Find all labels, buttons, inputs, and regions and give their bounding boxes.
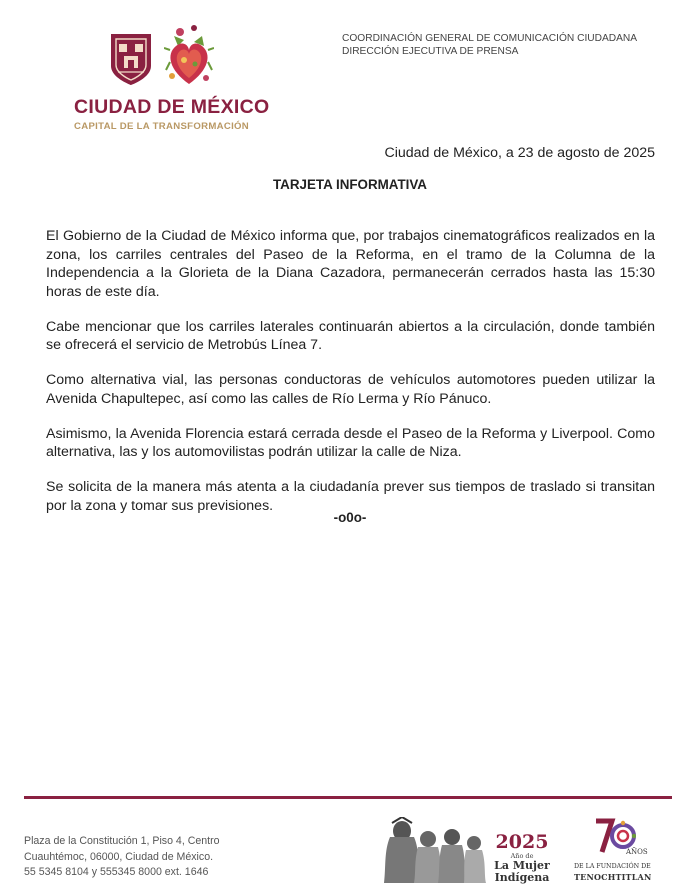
document-body [46, 227, 655, 532]
document-title: TARJETA INFORMATIVA [273, 177, 427, 192]
indigenous-women-illustration-icon [380, 817, 488, 883]
paragraph: El Gobierno de la Ciudad de México informa que, por trabajos cinematográficos realizados en la zona, los carriles centrales del Paseo de la Reforma, en el tramo de la Columna de la Independencia a la Glorieta de la Diana Cazadora, permanecerán cerrados hasta las 15:30 horas de este día. [46, 228, 655, 300]
cdmx-logo [72, 22, 270, 137]
year-line-2: Indígena [494, 870, 550, 884]
anniversary-line-2: TENOCHTITLAN [574, 872, 652, 882]
heart-emblem-icon [164, 22, 214, 90]
agency-line-1: COORDINACIÓN GENERAL DE COMUNICACIÓN CIUDADANA [342, 33, 638, 44]
address-line-2: Cuauhtémoc, 06000, Ciudad de México. [24, 850, 214, 863]
address-line-3: 55 5345 8104 y 555345 8000 ext. 1646 [24, 866, 209, 878]
logo-title: CIUDAD DE MÉXICO [74, 96, 270, 118]
paragraph: Como alternativa vial, las personas conductoras de vehículos automotores pueden utilizar la Avenida Chapultepec, así como las calles de Río Lerma y Río Pánuco. [46, 372, 655, 407]
closing-mark: -o0o- [333, 510, 367, 525]
tenochtitlan-anniversary-logo [574, 818, 666, 884]
year-number: 2025 [495, 831, 549, 853]
footer-address [24, 834, 220, 881]
agency-line-2: DIRECCIÓN EJECUTIVA DE PRENSA [342, 45, 519, 57]
agency-heading [342, 33, 637, 58]
anniversary-years: AÑOS [626, 848, 648, 856]
year-small-text: Año de [510, 852, 534, 860]
paragraph: Asimismo, la Avenida Florencia estará cerrada desde el Paseo de la Reforma y Liverpool. Como alternativa, las y los automovilistas podrán utilizar la calle de Niza. [46, 425, 655, 460]
logo-subtitle: CAPITAL DE LA TRANSFORMACIÓN [74, 121, 250, 132]
anniversary-line-1: DE LA FUNDACIÓN DE [574, 863, 651, 870]
footer-divider [24, 796, 672, 799]
paragraph: Se solicita de la manera más atenta a la ciudadanía prever sus tiempos de traslado si transitan por la zona y tomar sus previsiones. [46, 479, 655, 514]
paragraph: Cabe mencionar que los carriles laterales continuarán abiertos a la circulación, donde también se ofrecerá el servicio de Metrobús Línea 7. [46, 318, 655, 353]
address-line-1: Plaza de la Constitución 1, Piso 4, Centro [24, 835, 220, 847]
document-date: Ciudad de México, a 23 de agosto de 2025 [384, 145, 655, 161]
year-of-indigenous-woman-logo [492, 832, 552, 883]
city-coat-of-arms-icon [108, 32, 154, 86]
year-line-1: La Mujer [494, 859, 550, 872]
